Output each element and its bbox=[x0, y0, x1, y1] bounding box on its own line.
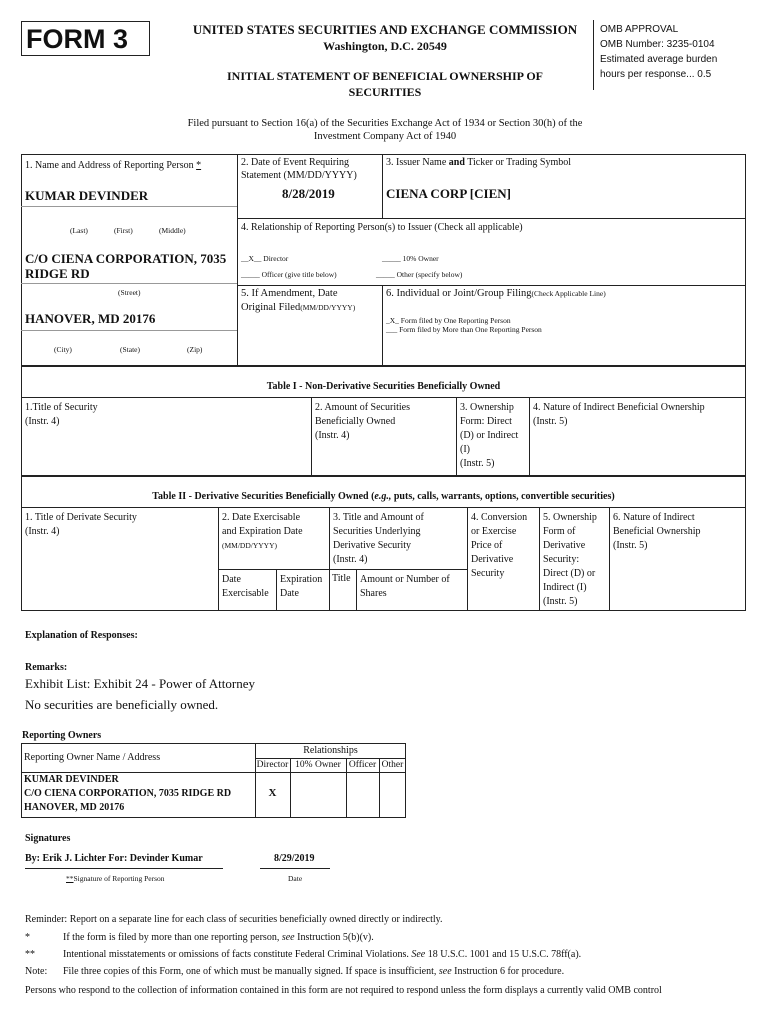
event-label-line2: Statement (MM/DD/YYYY) bbox=[241, 170, 357, 181]
row-divider-1 bbox=[237, 218, 746, 219]
filed-pursuant-line2: Investment Company Act of 1940 bbox=[313, 131, 457, 142]
note-1-mark: * bbox=[25, 932, 30, 943]
table-2-header-dates: 2. Date Exercisable and Expiration Date (MM/DD/YYYY) bbox=[222, 512, 303, 550]
city-underline bbox=[21, 330, 237, 331]
reporting-person-label: 1. Name and Address of Reporting Person * bbox=[25, 160, 202, 171]
explanation-label: Explanation of Responses: bbox=[25, 630, 138, 641]
table-2-sub-col-b bbox=[356, 569, 357, 611]
table-1-header-divider bbox=[21, 397, 746, 398]
table-2-col-3 bbox=[467, 507, 468, 611]
table-1-header-amount: 2. Amount of Securities Beneficially Owned (Instr. 4) bbox=[315, 402, 410, 441]
label-street: (Street) bbox=[118, 288, 141, 297]
table-2-sub-amount: Amount or Number of Shares bbox=[360, 574, 450, 599]
signature-date: 8/29/2019 bbox=[274, 853, 315, 864]
table-1-col-2 bbox=[456, 397, 457, 476]
agency-location: Washington, D.C. 20549 bbox=[323, 39, 447, 53]
remarks-label: Remarks: bbox=[25, 662, 68, 673]
filed-pursuant-line1: Filed pursuant to Section 16(a) of the Securities Exchange Act of 1934 or Section 30(h) of the bbox=[187, 118, 583, 129]
owners-row-address: KUMAR DEVINDER C/O CIENA CORPORATION, 7035 RIDGE RD HANOVER, MD 20176 bbox=[24, 774, 232, 813]
signer-name: By: Erik J. Lichter For: Devinder Kumar bbox=[25, 853, 203, 864]
form-name-box bbox=[21, 21, 150, 56]
row-divider-2 bbox=[237, 285, 746, 286]
label-middle: (Middle) bbox=[159, 226, 186, 235]
owners-header-other: Other bbox=[381, 760, 404, 770]
table-2-col-4 bbox=[539, 507, 540, 611]
omb-burden-label: hours per response... bbox=[600, 69, 695, 80]
city-line: HANOVER, MD 20176 bbox=[25, 311, 156, 326]
label-last: (Last) bbox=[70, 226, 88, 235]
note-1-text: If the form is filed by more than one reporting person, see Instruction 5(b)(v). bbox=[63, 932, 374, 943]
filing-label: 6. Individual or Joint/Group Filing(Check Applicable Line) bbox=[386, 288, 606, 299]
director-checkbox: __X__ Director bbox=[241, 254, 289, 263]
street-line2: RIDGE RD bbox=[25, 266, 90, 281]
agency-name: UNITED STATES SECURITIES AND EXCHANGE COMMISSION bbox=[192, 22, 578, 37]
omb-control-notice: Persons who respond to the collection of information contained in this form are not required to respond unless the form displays a currently valid OMB control bbox=[25, 985, 662, 996]
note-3-text: File three copies of this Form, one of which must be manually signed. If space is insufficient, see Instruction 6 for procedure. bbox=[63, 966, 565, 977]
label-city: (City) bbox=[54, 345, 72, 354]
remark-line-2: No securities are beneficially owned. bbox=[25, 697, 219, 712]
reminder-text: Reminder: Report on a separate line for each class of securities beneficially owned directly or indirectly. bbox=[25, 914, 443, 925]
note-2-text: Intentional misstatements or omissions of facts constitute Federal Criminal Violations. See 18 U.S.C. 1001 and 15 U.S.C. 78ff(a). bbox=[63, 949, 582, 960]
filing-more-persons: ___ Form filed by More than One Reporting Person bbox=[386, 325, 542, 334]
event-label-line1: 2. Date of Event Requiring bbox=[241, 157, 350, 168]
owners-header-name: Reporting Owner Name / Address bbox=[24, 752, 161, 763]
issuer-name: CIENA CORP [CIEN] bbox=[386, 186, 511, 201]
table-1-header-nature: 4. Nature of Indirect Beneficial Ownership (Instr. 5) bbox=[533, 402, 705, 427]
reporting-owners-title: Reporting Owners bbox=[22, 730, 102, 741]
owners-relationships-divider bbox=[255, 758, 406, 759]
table-1-title: Table I - Non-Derivative Securities Beneficially Owned bbox=[266, 381, 501, 392]
table-2-header-ownership: 5. Ownership Form of Derivative Security: Direct (D) or Indirect (I) (Instr. 5) bbox=[543, 512, 597, 607]
omb-approval: OMB APPROVAL bbox=[600, 24, 679, 35]
table-2-header-nature: 6. Nature of Indirect Beneficial Ownership (Instr. 5) bbox=[613, 512, 701, 551]
form-title-line2: SECURITIES bbox=[348, 85, 422, 99]
amendment-label-line1: 5. If Amendment, Date bbox=[241, 288, 338, 299]
table-1-col-3 bbox=[529, 397, 530, 476]
owners-row-director-mark: X bbox=[268, 787, 277, 799]
street-line1: C/O CIENA CORPORATION, 7035 bbox=[25, 251, 227, 266]
table-2-header-underlying: 3. Title and Amount of Securities Underlying Derivative Security (Instr. 4) bbox=[333, 512, 424, 565]
date-label: Date bbox=[288, 874, 303, 883]
street-underline bbox=[21, 283, 237, 284]
omb-burden-value: 0.5 bbox=[697, 69, 712, 80]
omb-burden-line1: Estimated average burden bbox=[600, 54, 718, 65]
owners-header-officer: Officer bbox=[348, 760, 377, 770]
signature-label: **Signature of Reporting Person bbox=[66, 874, 165, 883]
amendment-label-line2: Original Filed(MM/DD/YYYY) bbox=[241, 302, 356, 313]
reporting-person-name: KUMAR DEVINDER bbox=[25, 188, 149, 203]
table-2-sub-col-a bbox=[276, 569, 277, 611]
name-underline bbox=[21, 206, 237, 207]
label-first: (First) bbox=[114, 226, 133, 235]
note-3-mark: Note: bbox=[25, 966, 48, 977]
relationship-label: 4. Relationship of Reporting Person(s) to Issuer (Check all applicable) bbox=[241, 222, 523, 233]
officer-checkbox: _____ Officer (give title below) bbox=[241, 270, 337, 279]
ten-percent-owner-checkbox: _____ 10% Owner bbox=[382, 254, 439, 263]
reporting-person-asterisk: * bbox=[196, 160, 202, 171]
owners-header-relationships: Relationships bbox=[303, 745, 358, 756]
omb-number: OMB Number: 3235-0104 bbox=[600, 39, 715, 50]
label-state: (State) bbox=[120, 345, 140, 354]
table-1-header-ownership: 3. Ownership Form: Direct (D) or Indirect (I) (Instr. 5) bbox=[460, 402, 519, 469]
table-2-col-1 bbox=[218, 507, 219, 611]
omb-burden-line2 bbox=[600, 67, 717, 82]
omb-divider bbox=[593, 20, 594, 90]
table-2-sub-divider-a bbox=[218, 569, 467, 570]
remark-line-1: Exhibit List: Exhibit 24 - Power of Attorney bbox=[25, 676, 256, 691]
table-2-header-title: 1. Title of Derivate Security (Instr. 4) bbox=[25, 512, 137, 537]
form-name: FORM 3 bbox=[26, 24, 129, 54]
table-2-header-divider bbox=[21, 507, 746, 508]
signatures-title: Signatures bbox=[25, 833, 71, 844]
omb-approval-block bbox=[600, 22, 717, 82]
owners-header-ten-percent: 10% Owner bbox=[295, 760, 341, 770]
table-2-sub-title: Title bbox=[332, 573, 351, 584]
table-2-sub-date-exercisable: Date Exercisable bbox=[222, 574, 269, 599]
table-2-header-conversion: 4. Conversion or Exercise Price of Derivative Security bbox=[471, 512, 528, 579]
form-title-line1: INITIAL STATEMENT OF BENEFICIAL OWNERSHIP OF bbox=[227, 69, 543, 83]
table-2-title: Table II - Derivative Securities Beneficially Owned (e.g., puts, calls, warrants, options, convertible securities) bbox=[152, 491, 615, 502]
note-2-mark: ** bbox=[25, 949, 35, 960]
filing-one-person: _X_ Form filed by One Reporting Person bbox=[386, 316, 511, 325]
label-zip: (Zip) bbox=[187, 345, 203, 354]
table-2-col-2 bbox=[329, 507, 330, 611]
date-line bbox=[260, 868, 330, 869]
table-1-header-title: 1.Title of Security (Instr. 4) bbox=[25, 402, 98, 427]
owners-header-director: Director bbox=[256, 760, 289, 770]
col-divider-1 bbox=[237, 154, 238, 366]
other-checkbox: _____ Other (specify below) bbox=[376, 270, 463, 279]
col-divider-2 bbox=[382, 154, 383, 218]
table-1-col-1 bbox=[311, 397, 312, 476]
issuer-label: 3. Issuer Name and Ticker or Trading Symbol bbox=[386, 157, 572, 168]
table-2-col-5 bbox=[609, 507, 610, 611]
col-divider-3 bbox=[382, 285, 383, 366]
table-2-sub-expiration: Expiration Date bbox=[280, 574, 323, 599]
event-date: 8/28/2019 bbox=[282, 186, 335, 201]
signature-line bbox=[25, 868, 223, 869]
